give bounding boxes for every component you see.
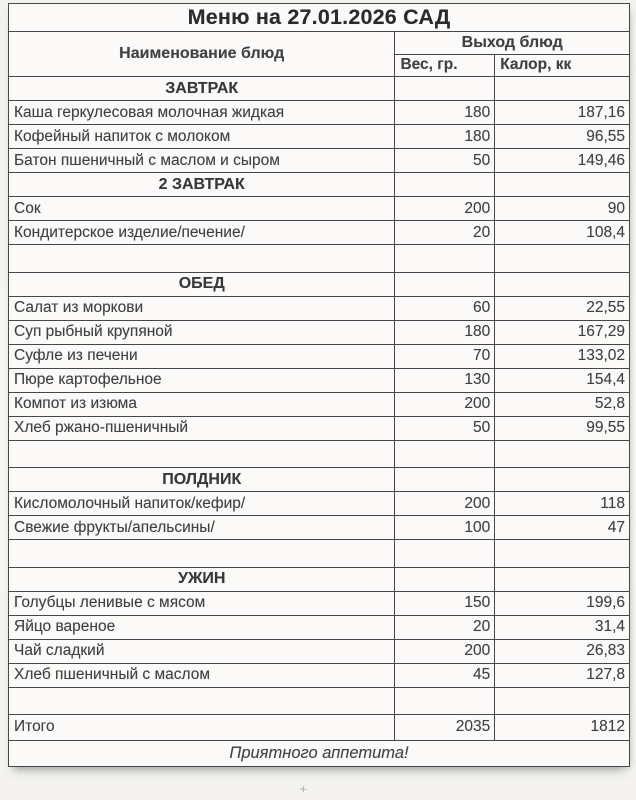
spacer-row [9, 440, 630, 468]
weight-value: 50 [395, 149, 495, 173]
weight-value [395, 77, 495, 101]
dish-name: Кондитерское изделие/печение/ [9, 221, 395, 245]
column-header-output-group: Выход блюд [395, 32, 630, 55]
calories-value: 149,46 [495, 149, 630, 173]
calories-value: 154,4 [495, 368, 630, 392]
weight-value: 45 [395, 663, 495, 687]
calories-value [495, 567, 630, 591]
calories-value: 133,02 [495, 344, 630, 368]
column-header-dish-name: Наименование блюд [9, 32, 395, 77]
weight-value [395, 687, 495, 715]
menu-row [9, 296, 630, 320]
calories-value: 127,8 [495, 663, 630, 687]
weight-value: 130 [395, 368, 495, 392]
weight-value: 2035 [395, 715, 495, 741]
menu-row [9, 197, 630, 221]
menu-row [9, 639, 630, 663]
weight-value: 180 [395, 101, 495, 125]
dish-name: Хлеб пшеничный с маслом [9, 663, 395, 687]
weight-value: 50 [395, 416, 495, 440]
weight-value: 70 [395, 344, 495, 368]
calories-value [495, 77, 630, 101]
total-label: Итого [9, 715, 395, 741]
calories-value: 47 [495, 516, 630, 540]
section-row [9, 567, 630, 591]
menu-row [9, 492, 630, 516]
dish-name: Салат из моркови [9, 296, 395, 320]
calories-value [495, 245, 630, 273]
menu-row [9, 392, 630, 416]
weight-value [395, 468, 495, 492]
calories-value: 31,4 [495, 615, 630, 639]
dish-name: Яйцо вареное [9, 615, 395, 639]
weight-value [395, 540, 495, 568]
calories-value: 96,55 [495, 125, 630, 149]
dish-name: Кофейный напиток с молоком [9, 125, 395, 149]
spacer-row [9, 540, 630, 568]
weight-value [395, 440, 495, 468]
section-header: ПОЛДНИК [9, 468, 395, 492]
weight-value: 200 [395, 392, 495, 416]
weight-value [395, 173, 495, 197]
column-header-calories: Калор, кк [495, 54, 630, 77]
dish-name [9, 687, 395, 715]
section-row [9, 173, 630, 197]
section-row [9, 272, 630, 296]
dish-name: Суфле из печени [9, 344, 395, 368]
dish-name: Хлеб ржано-пшеничный [9, 416, 395, 440]
calories-value: 118 [495, 492, 630, 516]
menu-row [9, 344, 630, 368]
calories-value [495, 173, 630, 197]
dish-name: Суп рыбный крупяной [9, 320, 395, 344]
dish-name [9, 540, 395, 568]
column-header-weight: Вес, гр. [395, 54, 495, 77]
menu-row [9, 101, 630, 125]
scan-artifact-mark: + [298, 782, 309, 797]
document-title: Меню на 27.01.2026 САД [9, 4, 630, 32]
weight-value: 20 [395, 615, 495, 639]
calories-value: 26,83 [495, 639, 630, 663]
weight-value: 180 [395, 125, 495, 149]
weight-value: 60 [395, 296, 495, 320]
section-row [9, 468, 630, 492]
calories-value [495, 440, 630, 468]
calories-value [495, 468, 630, 492]
menu-row [9, 221, 630, 245]
footer-note: Приятного аппетита! [9, 740, 630, 766]
section-row [9, 77, 630, 101]
spacer-row [9, 687, 630, 715]
title-row [9, 4, 630, 32]
dish-name: Сок [9, 197, 395, 221]
menu-table [8, 3, 630, 767]
dish-name: Свежие фрукты/апельсины/ [9, 516, 395, 540]
calories-value [495, 687, 630, 715]
section-header: 2 ЗАВТРАК [9, 173, 395, 197]
calories-value: 22,55 [495, 296, 630, 320]
dish-name: Кисломолочный напиток/кефир/ [9, 492, 395, 516]
calories-value: 199,6 [495, 591, 630, 615]
dish-name: Пюре картофельное [9, 368, 395, 392]
weight-value [395, 245, 495, 273]
weight-value [395, 567, 495, 591]
header-row-1 [9, 32, 630, 55]
calories-value: 52,8 [495, 392, 630, 416]
calories-value [495, 540, 630, 568]
menu-row [9, 125, 630, 149]
menu-row [9, 663, 630, 687]
calories-value: 108,4 [495, 221, 630, 245]
total-row [9, 715, 630, 741]
dish-name: Чай сладкий [9, 639, 395, 663]
dish-name: Компот из изюма [9, 392, 395, 416]
dish-name: Каша геркулесовая молочная жидкая [9, 101, 395, 125]
calories-value: 1812 [495, 715, 630, 741]
calories-value: 167,29 [495, 320, 630, 344]
dish-name [9, 440, 395, 468]
spacer-row [9, 245, 630, 273]
calories-value [495, 272, 630, 296]
calories-value: 90 [495, 197, 630, 221]
weight-value: 20 [395, 221, 495, 245]
weight-value: 100 [395, 516, 495, 540]
dish-name [9, 245, 395, 273]
menu-row [9, 149, 630, 173]
menu-row [9, 320, 630, 344]
section-header: УЖИН [9, 567, 395, 591]
weight-value: 200 [395, 197, 495, 221]
section-header: ЗАВТРАК [9, 77, 395, 101]
menu-row [9, 516, 630, 540]
weight-value: 200 [395, 492, 495, 516]
menu-row [9, 416, 630, 440]
dish-name: Голубцы ленивые с мясом [9, 591, 395, 615]
weight-value [395, 272, 495, 296]
calories-value: 99,55 [495, 416, 630, 440]
section-header: ОБЕД [9, 272, 395, 296]
footer-row [9, 740, 630, 766]
menu-row [9, 615, 630, 639]
calories-value: 187,16 [495, 101, 630, 125]
weight-value: 150 [395, 591, 495, 615]
menu-row [9, 591, 630, 615]
weight-value: 200 [395, 639, 495, 663]
weight-value: 180 [395, 320, 495, 344]
menu-row [9, 368, 630, 392]
dish-name: Батон пшеничный с маслом и сыром [9, 149, 395, 173]
